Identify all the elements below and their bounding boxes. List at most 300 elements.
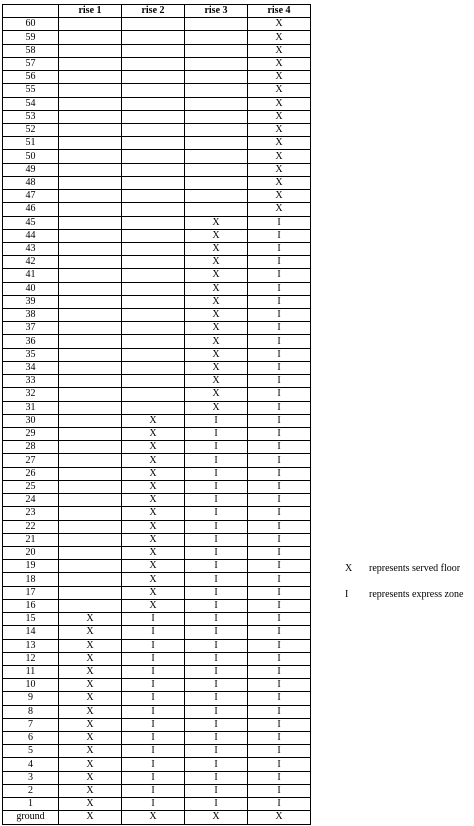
floor-cell: 7 bbox=[3, 718, 59, 731]
rise-3-cell bbox=[185, 71, 248, 84]
rise-1-cell: X bbox=[59, 798, 122, 811]
table-row bbox=[3, 401, 311, 414]
rise-4-cell: I bbox=[248, 560, 311, 573]
legend-text: represents served floor bbox=[369, 563, 461, 574]
rise-1-cell bbox=[59, 176, 122, 189]
floor-cell: 37 bbox=[3, 322, 59, 335]
rise-3-cell: X bbox=[185, 361, 248, 374]
rise-4-cell: I bbox=[248, 441, 311, 454]
rise-2-cell bbox=[122, 176, 185, 189]
legend-symbol: X bbox=[345, 563, 353, 574]
table-row bbox=[3, 520, 311, 533]
table-row bbox=[3, 784, 311, 797]
floor-cell: 48 bbox=[3, 176, 59, 189]
table-row bbox=[3, 282, 311, 295]
rise-1-cell bbox=[59, 322, 122, 335]
floor-cell: 21 bbox=[3, 533, 59, 546]
rise-1-cell: X bbox=[59, 692, 122, 705]
rise-1-cell bbox=[59, 388, 122, 401]
rise-2-cell bbox=[122, 348, 185, 361]
rise-3-cell: I bbox=[185, 599, 248, 612]
rise-2-cell bbox=[122, 322, 185, 335]
rise-2-cell: I bbox=[122, 665, 185, 678]
rise-1-cell bbox=[59, 31, 122, 44]
rise-4-cell: I bbox=[248, 758, 311, 771]
rise-2-cell bbox=[122, 229, 185, 242]
rise-4-cell: I bbox=[248, 798, 311, 811]
rise-4-cell: I bbox=[248, 269, 311, 282]
rise-4-cell: X bbox=[248, 97, 311, 110]
floor-cell: 17 bbox=[3, 586, 59, 599]
rise-1-cell bbox=[59, 467, 122, 480]
floor-cell: 45 bbox=[3, 216, 59, 229]
rise-4-cell: I bbox=[248, 322, 311, 335]
rise-4-cell: I bbox=[248, 732, 311, 745]
rise-3-cell: I bbox=[185, 639, 248, 652]
floor-cell: 22 bbox=[3, 520, 59, 533]
floor-cell: 43 bbox=[3, 242, 59, 255]
rise-2-cell: X bbox=[122, 533, 185, 546]
table-row bbox=[3, 639, 311, 652]
table-row bbox=[3, 375, 311, 388]
rise-2-cell bbox=[122, 163, 185, 176]
rise-3-cell: I bbox=[185, 586, 248, 599]
rise-2-cell: X bbox=[122, 494, 185, 507]
rise-3-cell: X bbox=[185, 256, 248, 269]
rise-4-cell: I bbox=[248, 494, 311, 507]
rise-2-cell bbox=[122, 150, 185, 163]
table-row bbox=[3, 57, 311, 70]
rise-3-cell: I bbox=[185, 745, 248, 758]
floor-cell: 35 bbox=[3, 348, 59, 361]
rise-4-cell: I bbox=[248, 467, 311, 480]
floor-cell: 24 bbox=[3, 494, 59, 507]
table-row bbox=[3, 309, 311, 322]
rise-4-cell: X bbox=[248, 44, 311, 57]
rise-4-cell: X bbox=[248, 811, 311, 824]
rise-3-cell bbox=[185, 18, 248, 31]
rise-1-cell bbox=[59, 44, 122, 57]
rise-1-cell bbox=[59, 242, 122, 255]
rise-3-cell: X bbox=[185, 229, 248, 242]
rise-2-cell: I bbox=[122, 613, 185, 626]
rise-4-cell: I bbox=[248, 282, 311, 295]
floor-cell: 15 bbox=[3, 613, 59, 626]
table-row bbox=[3, 441, 311, 454]
floor-cell: 29 bbox=[3, 428, 59, 441]
rise-1-cell bbox=[59, 546, 122, 559]
rise-1-cell bbox=[59, 295, 122, 308]
rise-3-cell bbox=[185, 97, 248, 110]
floor-cell: 8 bbox=[3, 705, 59, 718]
rise-3-cell: I bbox=[185, 441, 248, 454]
rise-1-cell bbox=[59, 163, 122, 176]
rise-4-cell: I bbox=[248, 375, 311, 388]
rise-4-cell: I bbox=[248, 573, 311, 586]
rise-2-cell: X bbox=[122, 441, 185, 454]
table-row bbox=[3, 494, 311, 507]
rise-3-cell: I bbox=[185, 560, 248, 573]
floor-cell: 11 bbox=[3, 665, 59, 678]
rise-1-cell: X bbox=[59, 784, 122, 797]
rise-1-cell bbox=[59, 282, 122, 295]
rise-2-cell: X bbox=[122, 428, 185, 441]
rise-1-cell bbox=[59, 57, 122, 70]
table-row bbox=[3, 626, 311, 639]
header-row bbox=[3, 5, 311, 18]
rise-4-cell: I bbox=[248, 520, 311, 533]
rise-4-cell: X bbox=[248, 57, 311, 70]
floor-cell: 51 bbox=[3, 137, 59, 150]
table-row bbox=[3, 335, 311, 348]
rise-1-cell bbox=[59, 190, 122, 203]
rise-2-cell: X bbox=[122, 467, 185, 480]
floor-cell: 57 bbox=[3, 57, 59, 70]
floor-cell: 59 bbox=[3, 31, 59, 44]
rise-4-cell: X bbox=[248, 163, 311, 176]
rise-4-cell: I bbox=[248, 705, 311, 718]
rise-1-cell: X bbox=[59, 732, 122, 745]
rise-1-cell: X bbox=[59, 758, 122, 771]
rise-2-cell bbox=[122, 335, 185, 348]
floor-cell: 42 bbox=[3, 256, 59, 269]
rise-1-cell bbox=[59, 520, 122, 533]
rise-2-cell: I bbox=[122, 626, 185, 639]
rise-3-cell bbox=[185, 110, 248, 123]
rise-4-cell: X bbox=[248, 176, 311, 189]
rise-2-cell: X bbox=[122, 573, 185, 586]
rise-4-cell: I bbox=[248, 414, 311, 427]
rise-2-cell bbox=[122, 31, 185, 44]
rise-2-cell: I bbox=[122, 692, 185, 705]
rise-3-cell: I bbox=[185, 573, 248, 586]
rise-1-cell: X bbox=[59, 811, 122, 824]
rise-3-cell: I bbox=[185, 428, 248, 441]
floor-cell: 18 bbox=[3, 573, 59, 586]
rise-2-cell bbox=[122, 110, 185, 123]
table-row bbox=[3, 705, 311, 718]
table-row bbox=[3, 229, 311, 242]
table-row bbox=[3, 613, 311, 626]
floor-cell: 53 bbox=[3, 110, 59, 123]
floor-cell: 38 bbox=[3, 309, 59, 322]
rise-4-cell: X bbox=[248, 31, 311, 44]
table-row bbox=[3, 18, 311, 31]
table-row bbox=[3, 811, 311, 824]
rise-3-cell bbox=[185, 123, 248, 136]
rise-2-cell bbox=[122, 269, 185, 282]
rise-3-cell bbox=[185, 176, 248, 189]
rise-1-cell bbox=[59, 150, 122, 163]
rise-4-cell: X bbox=[248, 84, 311, 97]
rise-1-cell bbox=[59, 256, 122, 269]
rise-2-cell bbox=[122, 256, 185, 269]
table-row bbox=[3, 679, 311, 692]
floor-cell: 16 bbox=[3, 599, 59, 612]
table-row bbox=[3, 467, 311, 480]
floor-cell: 5 bbox=[3, 745, 59, 758]
legend-text: represents express zone bbox=[369, 589, 464, 600]
table-row bbox=[3, 163, 311, 176]
rise-1-cell: X bbox=[59, 771, 122, 784]
rise-3-cell bbox=[185, 137, 248, 150]
rise-4-cell: I bbox=[248, 348, 311, 361]
rise-2-cell: X bbox=[122, 507, 185, 520]
floor-cell: 20 bbox=[3, 546, 59, 559]
rise-3-cell: I bbox=[185, 652, 248, 665]
rise-1-cell bbox=[59, 335, 122, 348]
rise-1-cell bbox=[59, 309, 122, 322]
floor-cell: 34 bbox=[3, 361, 59, 374]
table-row bbox=[3, 216, 311, 229]
table-row bbox=[3, 454, 311, 467]
table-row bbox=[3, 190, 311, 203]
rise-3-cell bbox=[185, 57, 248, 70]
rise-1-cell: X bbox=[59, 705, 122, 718]
rise-3-cell: X bbox=[185, 282, 248, 295]
rise-2-cell bbox=[122, 309, 185, 322]
rise-4-cell: I bbox=[248, 652, 311, 665]
rise-1-cell: X bbox=[59, 613, 122, 626]
rise-4-cell: I bbox=[248, 309, 311, 322]
table-row bbox=[3, 732, 311, 745]
floor-cell: 40 bbox=[3, 282, 59, 295]
floor-cell: 55 bbox=[3, 84, 59, 97]
table-row bbox=[3, 718, 311, 731]
rise-2-cell bbox=[122, 242, 185, 255]
rise-3-cell: X bbox=[185, 269, 248, 282]
rise-1-cell bbox=[59, 480, 122, 493]
rise-1-cell bbox=[59, 573, 122, 586]
floor-cell: 19 bbox=[3, 560, 59, 573]
rise-2-cell bbox=[122, 97, 185, 110]
rise-4-cell: I bbox=[248, 718, 311, 731]
floor-cell: 9 bbox=[3, 692, 59, 705]
rise-4-cell: X bbox=[248, 150, 311, 163]
legend-symbol: I bbox=[345, 589, 349, 600]
elevator-zoning-table bbox=[2, 4, 311, 825]
table-row bbox=[3, 44, 311, 57]
rise-4-cell: I bbox=[248, 256, 311, 269]
rise-3-cell: X bbox=[185, 242, 248, 255]
rise-3-cell: I bbox=[185, 467, 248, 480]
rise-2-cell: I bbox=[122, 771, 185, 784]
rise-2-cell: X bbox=[122, 811, 185, 824]
rise-3-cell bbox=[185, 84, 248, 97]
floor-cell: 23 bbox=[3, 507, 59, 520]
rise-1-cell: X bbox=[59, 639, 122, 652]
table-row bbox=[3, 507, 311, 520]
rise-4-cell: I bbox=[248, 216, 311, 229]
floor-cell: 41 bbox=[3, 269, 59, 282]
rise-3-cell: I bbox=[185, 520, 248, 533]
rise-4-cell: X bbox=[248, 123, 311, 136]
rise-4-cell: I bbox=[248, 242, 311, 255]
rise-4-cell: X bbox=[248, 110, 311, 123]
rise-1-cell bbox=[59, 216, 122, 229]
rise-3-cell: X bbox=[185, 375, 248, 388]
rise-1-cell bbox=[59, 441, 122, 454]
rise-2-cell bbox=[122, 57, 185, 70]
table-row bbox=[3, 599, 311, 612]
table-row bbox=[3, 84, 311, 97]
rise-2-cell: X bbox=[122, 586, 185, 599]
table-row bbox=[3, 110, 311, 123]
rise-3-cell: I bbox=[185, 613, 248, 626]
floor-cell: 56 bbox=[3, 71, 59, 84]
rise-3-cell: I bbox=[185, 626, 248, 639]
rise-2-cell: I bbox=[122, 784, 185, 797]
rise-4-cell: X bbox=[248, 71, 311, 84]
table-row bbox=[3, 137, 311, 150]
floor-cell: 30 bbox=[3, 414, 59, 427]
table-row bbox=[3, 269, 311, 282]
rise-4-cell: I bbox=[248, 613, 311, 626]
rise-1-cell bbox=[59, 428, 122, 441]
table-row bbox=[3, 97, 311, 110]
floor-cell: 28 bbox=[3, 441, 59, 454]
floor-cell: 58 bbox=[3, 44, 59, 57]
rise-4-cell: I bbox=[248, 401, 311, 414]
rise-3-cell: I bbox=[185, 705, 248, 718]
rise-4-cell: I bbox=[248, 507, 311, 520]
rise-1-cell bbox=[59, 71, 122, 84]
rise-1-cell bbox=[59, 599, 122, 612]
floor-cell: 3 bbox=[3, 771, 59, 784]
rise-2-cell bbox=[122, 375, 185, 388]
rise-3-cell: I bbox=[185, 771, 248, 784]
rise-4-cell: I bbox=[248, 295, 311, 308]
rise-4-cell: I bbox=[248, 665, 311, 678]
rise-2-cell: I bbox=[122, 652, 185, 665]
rise-4-cell: I bbox=[248, 546, 311, 559]
rise-2-cell bbox=[122, 123, 185, 136]
rise-2-cell: I bbox=[122, 639, 185, 652]
rise-3-cell: I bbox=[185, 758, 248, 771]
table-body bbox=[3, 18, 311, 824]
header-rise-2: rise 2 bbox=[122, 5, 185, 18]
floor-cell: ground bbox=[3, 811, 59, 824]
rise-2-cell: I bbox=[122, 745, 185, 758]
floor-cell: 13 bbox=[3, 639, 59, 652]
table-row bbox=[3, 361, 311, 374]
rise-4-cell: I bbox=[248, 361, 311, 374]
rise-1-cell bbox=[59, 110, 122, 123]
rise-3-cell: I bbox=[185, 454, 248, 467]
rise-2-cell: I bbox=[122, 758, 185, 771]
table-row bbox=[3, 242, 311, 255]
rise-3-cell bbox=[185, 190, 248, 203]
rise-4-cell: I bbox=[248, 679, 311, 692]
table-row bbox=[3, 176, 311, 189]
table-row bbox=[3, 798, 311, 811]
rise-3-cell bbox=[185, 44, 248, 57]
rise-4-cell: I bbox=[248, 428, 311, 441]
rise-3-cell: I bbox=[185, 665, 248, 678]
floor-cell: 2 bbox=[3, 784, 59, 797]
table-row bbox=[3, 560, 311, 573]
rise-3-cell: X bbox=[185, 216, 248, 229]
rise-1-cell: X bbox=[59, 718, 122, 731]
table-row bbox=[3, 586, 311, 599]
rise-3-cell: I bbox=[185, 679, 248, 692]
rise-1-cell bbox=[59, 375, 122, 388]
floor-cell: 52 bbox=[3, 123, 59, 136]
table-row bbox=[3, 573, 311, 586]
rise-3-cell: I bbox=[185, 507, 248, 520]
rise-4-cell: I bbox=[248, 229, 311, 242]
floor-cell: 27 bbox=[3, 454, 59, 467]
rise-3-cell: I bbox=[185, 533, 248, 546]
rise-1-cell bbox=[59, 414, 122, 427]
rise-2-cell bbox=[122, 361, 185, 374]
table-row bbox=[3, 322, 311, 335]
table-row bbox=[3, 388, 311, 401]
rise-4-cell: X bbox=[248, 137, 311, 150]
rise-3-cell bbox=[185, 150, 248, 163]
table-row bbox=[3, 414, 311, 427]
rise-4-cell: X bbox=[248, 18, 311, 31]
rise-2-cell: I bbox=[122, 732, 185, 745]
table-row bbox=[3, 480, 311, 493]
rise-4-cell: I bbox=[248, 599, 311, 612]
rise-1-cell bbox=[59, 18, 122, 31]
rise-2-cell: X bbox=[122, 599, 185, 612]
rise-1-cell bbox=[59, 348, 122, 361]
rise-2-cell bbox=[122, 137, 185, 150]
floor-cell: 6 bbox=[3, 732, 59, 745]
rise-4-cell: I bbox=[248, 771, 311, 784]
rise-3-cell: X bbox=[185, 322, 248, 335]
rise-4-cell: I bbox=[248, 639, 311, 652]
floor-cell: 47 bbox=[3, 190, 59, 203]
rise-2-cell: X bbox=[122, 454, 185, 467]
rise-3-cell: I bbox=[185, 494, 248, 507]
rise-1-cell bbox=[59, 507, 122, 520]
rise-1-cell bbox=[59, 97, 122, 110]
rise-2-cell bbox=[122, 18, 185, 31]
rise-1-cell bbox=[59, 454, 122, 467]
rise-3-cell: I bbox=[185, 692, 248, 705]
rise-4-cell: I bbox=[248, 784, 311, 797]
floor-cell: 44 bbox=[3, 229, 59, 242]
rise-4-cell: I bbox=[248, 626, 311, 639]
floor-cell: 12 bbox=[3, 652, 59, 665]
rise-2-cell bbox=[122, 44, 185, 57]
floor-cell: 4 bbox=[3, 758, 59, 771]
rise-3-cell: X bbox=[185, 295, 248, 308]
rise-1-cell: X bbox=[59, 652, 122, 665]
rise-3-cell: I bbox=[185, 546, 248, 559]
rise-3-cell bbox=[185, 203, 248, 216]
rise-4-cell: I bbox=[248, 454, 311, 467]
table-row bbox=[3, 31, 311, 44]
floor-cell: 60 bbox=[3, 18, 59, 31]
rise-3-cell: X bbox=[185, 309, 248, 322]
floor-cell: 31 bbox=[3, 401, 59, 414]
table-row bbox=[3, 295, 311, 308]
floor-cell: 26 bbox=[3, 467, 59, 480]
rise-1-cell bbox=[59, 123, 122, 136]
rise-4-cell: I bbox=[248, 335, 311, 348]
table-row bbox=[3, 203, 311, 216]
rise-4-cell: I bbox=[248, 388, 311, 401]
table-row bbox=[3, 546, 311, 559]
table-row bbox=[3, 771, 311, 784]
rise-1-cell: X bbox=[59, 626, 122, 639]
floor-cell: 33 bbox=[3, 375, 59, 388]
rise-2-cell bbox=[122, 216, 185, 229]
